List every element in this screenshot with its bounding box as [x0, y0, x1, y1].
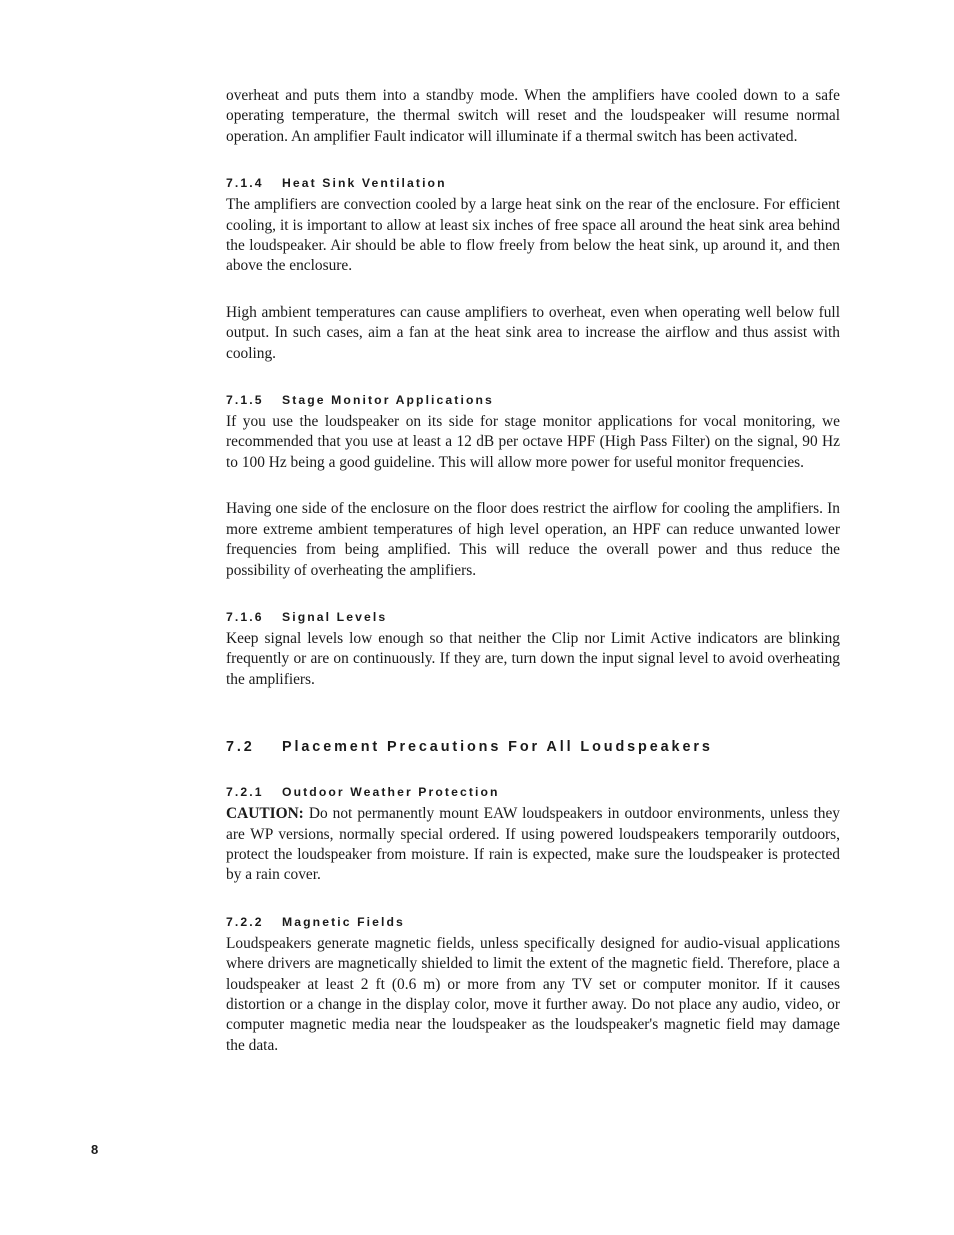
- paragraph-heat-sink-2: High ambient temperatures can cause amplifiers to overheat, even when operating well below full output. In such cases, aim a fan at the heat sink area to increase the airflow and thus assist with cooling.: [226, 303, 840, 362]
- heading-title: Magnetic Fields: [282, 914, 405, 929]
- heading-title: Outdoor Weather Protection: [282, 785, 500, 800]
- heading-7-1-5: [226, 391, 840, 409]
- heading-7-2-2: [226, 913, 840, 931]
- paragraph-stage-monitor-2: Having one side of the enclosure on the floor does restrict the airflow for cooling the amplifiers. In more extreme ambient temperatures of high level operation, an HPF can reduce unwanted lower frequencies from being amplified. This will reduce the overall power and thus reduce the possibility of overheating the amplifiers.: [226, 500, 840, 579]
- heading-number: 7.1.5: [226, 393, 264, 408]
- heading-number: 7.2.2: [226, 914, 264, 929]
- paragraph-heat-sink-1: The amplifiers are convection cooled by a large heat sink on the rear of the enclosure. For efficient cooling, it is important to allow at least six inches of free space all around the heat sink area behind the loudspeaker. Air should be able to flow freely from below the heat sink, up around it, and then above the enclosure.: [226, 196, 840, 275]
- page-number: 8: [91, 1142, 99, 1157]
- paragraph-magnetic-fields: Loudspeakers generate magnetic fields, unless specifically designed for audio-visual applications where drivers are magnetically shielded to limit the extent of the magnetic field. Therefore, place a loudspeaker at least 2 ft (0.6 m) or more from any TV set or computer monitor. If it causes distortion or a change in the display color, move it further away. Do not place any audio, video, or computer magnetic media near the loudspeaker as the loudspeaker's magnetic field may damage the data.: [226, 934, 840, 1054]
- heading-7-1-4: [226, 174, 840, 192]
- heading-number: 7.2.1: [226, 785, 264, 800]
- text-column: [226, 86, 840, 1056]
- paragraph-signal-levels: Keep signal levels low enough so that neither the Clip nor Limit Active indicators are blinking frequently or are on continuously. If they are, turn down the input signal level to avoid overheating the amplifiers.: [226, 629, 840, 688]
- heading-title: Placement Precautions For All Loudspeakers: [282, 739, 713, 756]
- heading-number: 7.2: [226, 739, 255, 756]
- paragraph-intro: overheat and puts them into a standby mode. When the amplifiers have cooled down to a safe operating temperature, the thermal switch will reset and the loudspeaker will resume normal operation. An amplifier Fault indicator will illuminate if a thermal switch has been activated.: [226, 87, 840, 145]
- heading-7-2-1: [226, 783, 840, 801]
- heading-title: Heat Sink Ventilation: [282, 176, 447, 191]
- paragraph-stage-monitor-1: If you use the loudspeaker on its side for stage monitor applications for vocal monitoring, we recommended that you use at least a 12 dB per octave HPF (High Pass Filter) on the signal, 90 Hz to 100 Hz being a good guideline. This will allow more power for useful monitor frequencies.: [226, 413, 840, 471]
- heading-number: 7.1.6: [226, 609, 264, 624]
- heading-7-2: [226, 736, 840, 758]
- caution-label: CAUTION:: [226, 805, 304, 823]
- paragraph-outdoor-weather: [226, 804, 840, 886]
- heading-number: 7.1.4: [226, 176, 264, 191]
- heading-title: Stage Monitor Applications: [282, 393, 494, 408]
- heading-7-1-6: [226, 608, 840, 626]
- caution-text: Do not permanently mount EAW loudspeakers in outdoor environments, unless they are WP versions, normally special ordered. If using powered loudspeakers temporarily outdoors, protect the loudspeaker from moisture. If rain is expected, make sure the loudspeaker is protected by a rain cover.: [226, 805, 840, 884]
- heading-title: Signal Levels: [282, 609, 388, 624]
